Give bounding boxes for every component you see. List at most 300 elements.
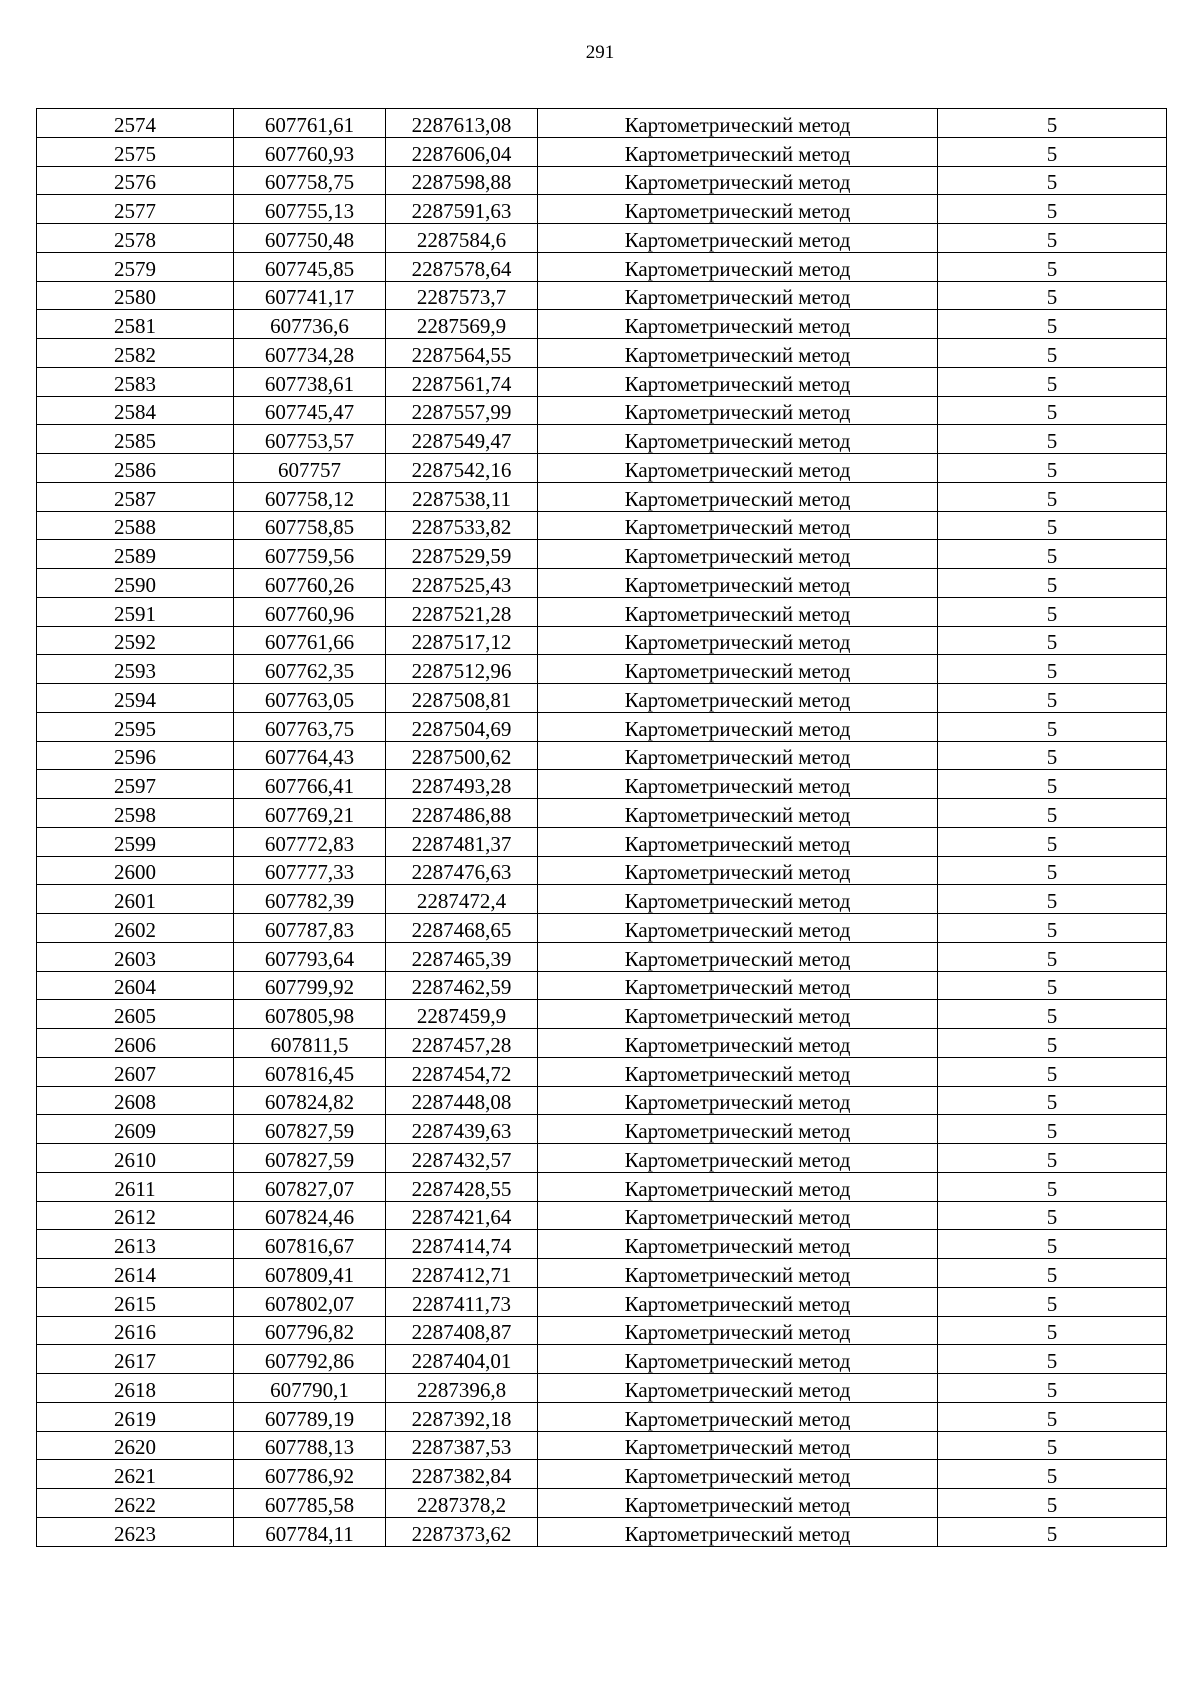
table-row (37, 569, 1167, 598)
x-coordinate-cell: 607827,07 (234, 1172, 386, 1201)
y-coordinate-cell: 2287414,74 (386, 1230, 538, 1259)
table-row (37, 1029, 1167, 1058)
point-number-cell: 2614 (37, 1259, 234, 1288)
x-coordinate-cell: 607793,64 (234, 942, 386, 971)
table-row (37, 799, 1167, 828)
accuracy-cell: 5 (938, 799, 1167, 828)
table-row (37, 1201, 1167, 1230)
table-row (37, 914, 1167, 943)
table-row (37, 195, 1167, 224)
accuracy-cell: 5 (938, 1086, 1167, 1115)
accuracy-cell: 5 (938, 224, 1167, 253)
table-row (37, 1402, 1167, 1431)
y-coordinate-cell: 2287468,65 (386, 914, 538, 943)
method-cell: Картометрический метод (538, 281, 938, 310)
x-coordinate-cell: 607789,19 (234, 1402, 386, 1431)
y-coordinate-cell: 2287591,63 (386, 195, 538, 224)
point-number-cell: 2609 (37, 1115, 234, 1144)
point-number-cell: 2612 (37, 1201, 234, 1230)
accuracy-cell: 5 (938, 252, 1167, 281)
method-cell: Картометрический метод (538, 1489, 938, 1518)
y-coordinate-cell: 2287578,64 (386, 252, 538, 281)
point-number-cell: 2596 (37, 741, 234, 770)
point-number-cell: 2574 (37, 109, 234, 138)
method-cell: Картометрический метод (538, 367, 938, 396)
y-coordinate-cell: 2287472,4 (386, 885, 538, 914)
accuracy-cell: 5 (938, 971, 1167, 1000)
accuracy-cell: 5 (938, 137, 1167, 166)
point-number-cell: 2622 (37, 1489, 234, 1518)
y-coordinate-cell: 2287439,63 (386, 1115, 538, 1144)
accuracy-cell: 5 (938, 1316, 1167, 1345)
method-cell: Картометрический метод (538, 1201, 938, 1230)
table-row (37, 1259, 1167, 1288)
y-coordinate-cell: 2287411,73 (386, 1287, 538, 1316)
method-cell: Картометрический метод (538, 454, 938, 483)
method-cell: Картометрический метод (538, 856, 938, 885)
point-number-cell: 2616 (37, 1316, 234, 1345)
point-number-cell: 2590 (37, 569, 234, 598)
method-cell: Картометрический метод (538, 540, 938, 569)
x-coordinate-cell: 607790,1 (234, 1374, 386, 1403)
x-coordinate-cell: 607788,13 (234, 1431, 386, 1460)
table-row (37, 770, 1167, 799)
x-coordinate-cell: 607758,75 (234, 166, 386, 195)
y-coordinate-cell: 2287557,99 (386, 396, 538, 425)
table-row (37, 1144, 1167, 1173)
y-coordinate-cell: 2287454,72 (386, 1057, 538, 1086)
method-cell: Картометрический метод (538, 827, 938, 856)
table-row (37, 885, 1167, 914)
x-coordinate-cell: 607761,66 (234, 626, 386, 655)
table-row (37, 827, 1167, 856)
table-row (37, 741, 1167, 770)
coordinates-table (36, 108, 1167, 1547)
accuracy-cell: 5 (938, 1287, 1167, 1316)
y-coordinate-cell: 2287512,96 (386, 655, 538, 684)
table-row (37, 1000, 1167, 1029)
y-coordinate-cell: 2287598,88 (386, 166, 538, 195)
point-number-cell: 2595 (37, 712, 234, 741)
y-coordinate-cell: 2287408,87 (386, 1316, 538, 1345)
method-cell: Картометрический метод (538, 971, 938, 1000)
accuracy-cell: 5 (938, 914, 1167, 943)
x-coordinate-cell: 607816,67 (234, 1230, 386, 1259)
x-coordinate-cell: 607787,83 (234, 914, 386, 943)
x-coordinate-cell: 607824,46 (234, 1201, 386, 1230)
accuracy-cell: 5 (938, 367, 1167, 396)
point-number-cell: 2611 (37, 1172, 234, 1201)
coordinates-table-body (37, 109, 1167, 1547)
method-cell: Картометрический метод (538, 914, 938, 943)
point-number-cell: 2621 (37, 1460, 234, 1489)
y-coordinate-cell: 2287396,8 (386, 1374, 538, 1403)
accuracy-cell: 5 (938, 1517, 1167, 1546)
table-row (37, 856, 1167, 885)
table-row (37, 942, 1167, 971)
y-coordinate-cell: 2287421,64 (386, 1201, 538, 1230)
point-number-cell: 2607 (37, 1057, 234, 1086)
y-coordinate-cell: 2287373,62 (386, 1517, 538, 1546)
method-cell: Картометрический метод (538, 1115, 938, 1144)
x-coordinate-cell: 607760,96 (234, 597, 386, 626)
accuracy-cell: 5 (938, 597, 1167, 626)
table-row (37, 1460, 1167, 1489)
accuracy-cell: 5 (938, 396, 1167, 425)
method-cell: Картометрический метод (538, 137, 938, 166)
point-number-cell: 2610 (37, 1144, 234, 1173)
table-row (37, 1345, 1167, 1374)
table-row (37, 1316, 1167, 1345)
method-cell: Картометрический метод (538, 885, 938, 914)
x-coordinate-cell: 607824,82 (234, 1086, 386, 1115)
accuracy-cell: 5 (938, 166, 1167, 195)
x-coordinate-cell: 607755,13 (234, 195, 386, 224)
y-coordinate-cell: 2287564,55 (386, 339, 538, 368)
point-number-cell: 2594 (37, 684, 234, 713)
accuracy-cell: 5 (938, 109, 1167, 138)
y-coordinate-cell: 2287569,9 (386, 310, 538, 339)
method-cell: Картометрический метод (538, 1144, 938, 1173)
y-coordinate-cell: 2287517,12 (386, 626, 538, 655)
method-cell: Картометрический метод (538, 684, 938, 713)
x-coordinate-cell: 607777,33 (234, 856, 386, 885)
table-row (37, 971, 1167, 1000)
accuracy-cell: 5 (938, 1000, 1167, 1029)
accuracy-cell: 5 (938, 281, 1167, 310)
accuracy-cell: 5 (938, 310, 1167, 339)
method-cell: Картометрический метод (538, 1517, 938, 1546)
accuracy-cell: 5 (938, 454, 1167, 483)
method-cell: Картометрический метод (538, 1172, 938, 1201)
point-number-cell: 2592 (37, 626, 234, 655)
point-number-cell: 2581 (37, 310, 234, 339)
y-coordinate-cell: 2287465,39 (386, 942, 538, 971)
table-row (37, 1115, 1167, 1144)
x-coordinate-cell: 607745,47 (234, 396, 386, 425)
x-coordinate-cell: 607827,59 (234, 1115, 386, 1144)
method-cell: Картометрический метод (538, 310, 938, 339)
table-row (37, 454, 1167, 483)
accuracy-cell: 5 (938, 684, 1167, 713)
table-row (37, 1086, 1167, 1115)
accuracy-cell: 5 (938, 1115, 1167, 1144)
page-number: 291 (585, 42, 615, 63)
accuracy-cell: 5 (938, 827, 1167, 856)
x-coordinate-cell: 607741,17 (234, 281, 386, 310)
point-number-cell: 2602 (37, 914, 234, 943)
y-coordinate-cell: 2287476,63 (386, 856, 538, 885)
y-coordinate-cell: 2287387,53 (386, 1431, 538, 1460)
point-number-cell: 2620 (37, 1431, 234, 1460)
y-coordinate-cell: 2287538,11 (386, 482, 538, 511)
table-row (37, 712, 1167, 741)
point-number-cell: 2597 (37, 770, 234, 799)
accuracy-cell: 5 (938, 1460, 1167, 1489)
y-coordinate-cell: 2287533,82 (386, 511, 538, 540)
table-row (37, 1489, 1167, 1518)
x-coordinate-cell: 607772,83 (234, 827, 386, 856)
table-row (37, 1057, 1167, 1086)
method-cell: Картометрический метод (538, 1316, 938, 1345)
y-coordinate-cell: 2287542,16 (386, 454, 538, 483)
x-coordinate-cell: 607782,39 (234, 885, 386, 914)
accuracy-cell: 5 (938, 770, 1167, 799)
y-coordinate-cell: 2287561,74 (386, 367, 538, 396)
y-coordinate-cell: 2287462,59 (386, 971, 538, 1000)
y-coordinate-cell: 2287508,81 (386, 684, 538, 713)
method-cell: Картометрический метод (538, 482, 938, 511)
x-coordinate-cell: 607759,56 (234, 540, 386, 569)
method-cell: Картометрический метод (538, 425, 938, 454)
method-cell: Картометрический метод (538, 224, 938, 253)
table-row (37, 281, 1167, 310)
method-cell: Картометрический метод (538, 942, 938, 971)
table-row (37, 1374, 1167, 1403)
point-number-cell: 2588 (37, 511, 234, 540)
x-coordinate-cell: 607816,45 (234, 1057, 386, 1086)
accuracy-cell: 5 (938, 195, 1167, 224)
y-coordinate-cell: 2287521,28 (386, 597, 538, 626)
accuracy-cell: 5 (938, 1374, 1167, 1403)
point-number-cell: 2615 (37, 1287, 234, 1316)
y-coordinate-cell: 2287486,88 (386, 799, 538, 828)
accuracy-cell: 5 (938, 1345, 1167, 1374)
table-row (37, 339, 1167, 368)
point-number-cell: 2589 (37, 540, 234, 569)
method-cell: Картометрический метод (538, 770, 938, 799)
x-coordinate-cell: 607758,85 (234, 511, 386, 540)
accuracy-cell: 5 (938, 856, 1167, 885)
table-row (37, 166, 1167, 195)
method-cell: Картометрический метод (538, 655, 938, 684)
accuracy-cell: 5 (938, 1057, 1167, 1086)
method-cell: Картометрический метод (538, 195, 938, 224)
accuracy-cell: 5 (938, 425, 1167, 454)
y-coordinate-cell: 2287493,28 (386, 770, 538, 799)
x-coordinate-cell: 607799,92 (234, 971, 386, 1000)
table-row (37, 655, 1167, 684)
method-cell: Картометрический метод (538, 511, 938, 540)
method-cell: Картометрический метод (538, 396, 938, 425)
x-coordinate-cell: 607758,12 (234, 482, 386, 511)
point-number-cell: 2591 (37, 597, 234, 626)
table-row (37, 482, 1167, 511)
point-number-cell: 2604 (37, 971, 234, 1000)
point-number-cell: 2593 (37, 655, 234, 684)
table-row (37, 511, 1167, 540)
x-coordinate-cell: 607811,5 (234, 1029, 386, 1058)
x-coordinate-cell: 607809,41 (234, 1259, 386, 1288)
table-row (37, 684, 1167, 713)
x-coordinate-cell: 607762,35 (234, 655, 386, 684)
y-coordinate-cell: 2287428,55 (386, 1172, 538, 1201)
table-row (37, 252, 1167, 281)
point-number-cell: 2600 (37, 856, 234, 885)
point-number-cell: 2576 (37, 166, 234, 195)
accuracy-cell: 5 (938, 885, 1167, 914)
accuracy-cell: 5 (938, 626, 1167, 655)
y-coordinate-cell: 2287573,7 (386, 281, 538, 310)
y-coordinate-cell: 2287504,69 (386, 712, 538, 741)
accuracy-cell: 5 (938, 1259, 1167, 1288)
y-coordinate-cell: 2287549,47 (386, 425, 538, 454)
point-number-cell: 2606 (37, 1029, 234, 1058)
method-cell: Картометрический метод (538, 1259, 938, 1288)
table-row (37, 367, 1167, 396)
point-number-cell: 2578 (37, 224, 234, 253)
method-cell: Картометрический метод (538, 339, 938, 368)
table-row (37, 425, 1167, 454)
y-coordinate-cell: 2287382,84 (386, 1460, 538, 1489)
y-coordinate-cell: 2287529,59 (386, 540, 538, 569)
accuracy-cell: 5 (938, 339, 1167, 368)
x-coordinate-cell: 607761,61 (234, 109, 386, 138)
table-row (37, 1287, 1167, 1316)
method-cell: Картометрический метод (538, 569, 938, 598)
accuracy-cell: 5 (938, 655, 1167, 684)
point-number-cell: 2583 (37, 367, 234, 396)
table-row (37, 1517, 1167, 1546)
y-coordinate-cell: 2287412,71 (386, 1259, 538, 1288)
point-number-cell: 2587 (37, 482, 234, 511)
method-cell: Картометрический метод (538, 252, 938, 281)
method-cell: Картометрический метод (538, 1057, 938, 1086)
x-coordinate-cell: 607760,93 (234, 137, 386, 166)
x-coordinate-cell: 607769,21 (234, 799, 386, 828)
accuracy-cell: 5 (938, 540, 1167, 569)
accuracy-cell: 5 (938, 1029, 1167, 1058)
table-row (37, 396, 1167, 425)
point-number-cell: 2613 (37, 1230, 234, 1259)
point-number-cell: 2579 (37, 252, 234, 281)
point-number-cell: 2619 (37, 1402, 234, 1431)
method-cell: Картометрический метод (538, 1287, 938, 1316)
method-cell: Картометрический метод (538, 741, 938, 770)
point-number-cell: 2575 (37, 137, 234, 166)
point-number-cell: 2598 (37, 799, 234, 828)
y-coordinate-cell: 2287481,37 (386, 827, 538, 856)
table-row (37, 540, 1167, 569)
point-number-cell: 2599 (37, 827, 234, 856)
table-row (37, 224, 1167, 253)
y-coordinate-cell: 2287606,04 (386, 137, 538, 166)
table-row (37, 626, 1167, 655)
method-cell: Картометрический метод (538, 1402, 938, 1431)
accuracy-cell: 5 (938, 1201, 1167, 1230)
method-cell: Картометрический метод (538, 1000, 938, 1029)
x-coordinate-cell: 607750,48 (234, 224, 386, 253)
accuracy-cell: 5 (938, 569, 1167, 598)
accuracy-cell: 5 (938, 712, 1167, 741)
table-row (37, 597, 1167, 626)
table-row (37, 109, 1167, 138)
method-cell: Картометрический метод (538, 597, 938, 626)
x-coordinate-cell: 607736,6 (234, 310, 386, 339)
y-coordinate-cell: 2287584,6 (386, 224, 538, 253)
point-number-cell: 2618 (37, 1374, 234, 1403)
point-number-cell: 2608 (37, 1086, 234, 1115)
point-number-cell: 2586 (37, 454, 234, 483)
accuracy-cell: 5 (938, 1489, 1167, 1518)
table-row (37, 137, 1167, 166)
method-cell: Картометрический метод (538, 1374, 938, 1403)
point-number-cell: 2582 (37, 339, 234, 368)
table-row (37, 310, 1167, 339)
accuracy-cell: 5 (938, 1230, 1167, 1259)
x-coordinate-cell: 607802,07 (234, 1287, 386, 1316)
y-coordinate-cell: 2287404,01 (386, 1345, 538, 1374)
y-coordinate-cell: 2287459,9 (386, 1000, 538, 1029)
accuracy-cell: 5 (938, 1402, 1167, 1431)
x-coordinate-cell: 607757 (234, 454, 386, 483)
x-coordinate-cell: 607745,85 (234, 252, 386, 281)
method-cell: Картометрический метод (538, 626, 938, 655)
point-number-cell: 2605 (37, 1000, 234, 1029)
method-cell: Картометрический метод (538, 712, 938, 741)
x-coordinate-cell: 607784,11 (234, 1517, 386, 1546)
point-number-cell: 2585 (37, 425, 234, 454)
accuracy-cell: 5 (938, 1172, 1167, 1201)
y-coordinate-cell: 2287525,43 (386, 569, 538, 598)
y-coordinate-cell: 2287432,57 (386, 1144, 538, 1173)
y-coordinate-cell: 2287378,2 (386, 1489, 538, 1518)
accuracy-cell: 5 (938, 1144, 1167, 1173)
table-row (37, 1431, 1167, 1460)
point-number-cell: 2584 (37, 396, 234, 425)
table-row (37, 1230, 1167, 1259)
x-coordinate-cell: 607763,75 (234, 712, 386, 741)
accuracy-cell: 5 (938, 482, 1167, 511)
point-number-cell: 2603 (37, 942, 234, 971)
x-coordinate-cell: 607785,58 (234, 1489, 386, 1518)
point-number-cell: 2617 (37, 1345, 234, 1374)
point-number-cell: 2580 (37, 281, 234, 310)
y-coordinate-cell: 2287613,08 (386, 109, 538, 138)
accuracy-cell: 5 (938, 741, 1167, 770)
method-cell: Картометрический метод (538, 1086, 938, 1115)
x-coordinate-cell: 607738,61 (234, 367, 386, 396)
x-coordinate-cell: 607827,59 (234, 1144, 386, 1173)
accuracy-cell: 5 (938, 942, 1167, 971)
y-coordinate-cell: 2287457,28 (386, 1029, 538, 1058)
x-coordinate-cell: 607734,28 (234, 339, 386, 368)
x-coordinate-cell: 607760,26 (234, 569, 386, 598)
method-cell: Картометрический метод (538, 799, 938, 828)
point-number-cell: 2623 (37, 1517, 234, 1546)
accuracy-cell: 5 (938, 511, 1167, 540)
table-row (37, 1172, 1167, 1201)
method-cell: Картометрический метод (538, 166, 938, 195)
method-cell: Картометрический метод (538, 1230, 938, 1259)
method-cell: Картометрический метод (538, 1029, 938, 1058)
x-coordinate-cell: 607796,82 (234, 1316, 386, 1345)
point-number-cell: 2601 (37, 885, 234, 914)
point-number-cell: 2577 (37, 195, 234, 224)
method-cell: Картометрический метод (538, 109, 938, 138)
x-coordinate-cell: 607792,86 (234, 1345, 386, 1374)
y-coordinate-cell: 2287500,62 (386, 741, 538, 770)
method-cell: Картометрический метод (538, 1460, 938, 1489)
x-coordinate-cell: 607753,57 (234, 425, 386, 454)
accuracy-cell: 5 (938, 1431, 1167, 1460)
x-coordinate-cell: 607763,05 (234, 684, 386, 713)
x-coordinate-cell: 607805,98 (234, 1000, 386, 1029)
y-coordinate-cell: 2287448,08 (386, 1086, 538, 1115)
method-cell: Картометрический метод (538, 1431, 938, 1460)
x-coordinate-cell: 607764,43 (234, 741, 386, 770)
x-coordinate-cell: 607766,41 (234, 770, 386, 799)
